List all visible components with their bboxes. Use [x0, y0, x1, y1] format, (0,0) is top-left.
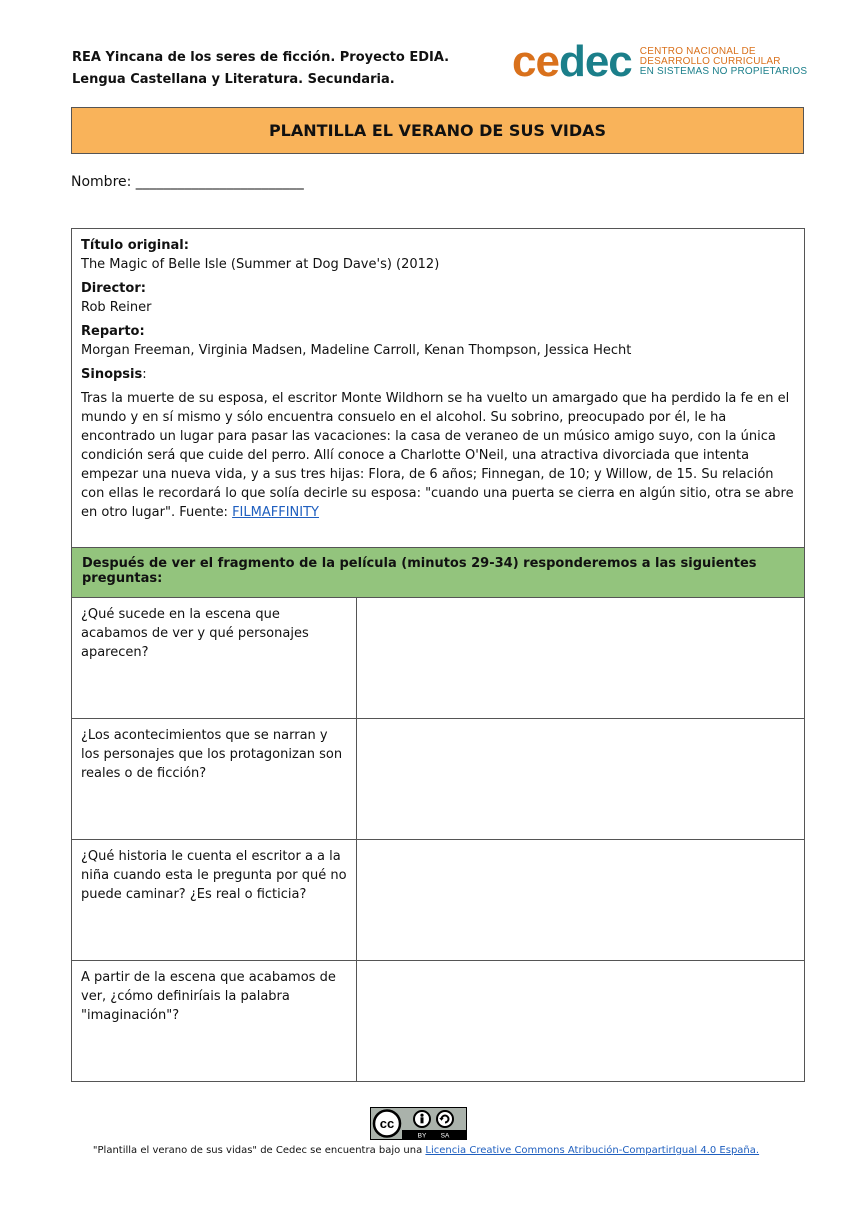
license-link[interactable]: Licencia Creative Commons Atribución-CompartirIgual 4.0 España.	[425, 1145, 760, 1156]
cedec-logo	[512, 37, 808, 86]
cedec-logo-subtitle: CENTRO NACIONAL DE DESARROLLO CURRICULAR EN SISTEMAS NO PROPIETARIOS	[639, 46, 808, 77]
header-line-2: Lengua Castellana y Literatura. Secundaria.	[72, 72, 395, 87]
name-field[interactable]: Nombre: ________________________	[71, 174, 304, 190]
reparto-label: Reparto:	[81, 324, 145, 339]
instructions-bar: Después de ver el fragmento de la película (minutos 29-34) responderemos a las siguientes preguntas:	[71, 547, 805, 598]
question-4: A partir de la escena que acabamos de ver, ¿cómo definiríais la palabra "imaginación"?	[72, 961, 357, 1082]
document-header	[72, 47, 449, 91]
worksheet-title: PLANTILLA EL VERANO DE SUS VIDAS	[71, 107, 804, 154]
svg-text:BY: BY	[417, 1132, 427, 1139]
answer-field-1[interactable]	[356, 598, 804, 719]
filmaffinity-link[interactable]: FILMAFFINITY	[232, 505, 319, 520]
answer-field-2[interactable]	[356, 719, 804, 840]
license-text: "Plantilla el verano de sus vidas" de Cedec se encuentra bajo una	[92, 1145, 426, 1156]
header-line-1: REA Yincana de los seres de ficción. Proyecto EDIA.	[72, 50, 450, 65]
question-2: ¿Los acontecimientos que se narran y los personajes que los protagonizan son reales o de ficción?	[72, 719, 357, 840]
questions-table	[71, 597, 805, 1082]
sinopsis-text: Tras la muerte de su esposa, el escritor Monte Wildhorn se ha vuelto un amargado que ha perdido la fe en el mundo y en sí mismo y sólo encuentra consuelo en el alcohol. Su sobrino, preocupado por él, le ha encontrado un lugar para pasar las vacaciones: la casa de veraneo de un músico amigo suyo, con la única condición será que cuide del perro. Allí conoce a Charlotte O'Neil, una atractiva divorciada que intenta empezar una nueva vida, y a sus tres hijas: Flora, de 6 años; Finnegan, de 10; y Willow, de 15. Su relación con ellas le recordará lo que solía decirle su esposa: "cuando una puerta se cierra en algún sitio, otra se abre en otro lugar". Fuente: FILMAFFINITY	[81, 391, 794, 520]
reparto-value: Morgan Freeman, Virginia Madsen, Madeline Carroll, Kenan Thompson, Jessica Hecht	[81, 343, 632, 358]
cc-by-sa-icon	[371, 1108, 466, 1139]
cedec-logo-word: cedec	[512, 37, 632, 86]
sinopsis-label: Sinopsis	[81, 367, 143, 382]
svg-text:cc: cc	[379, 1116, 395, 1131]
titulo-value: The Magic of Belle Isle (Summer at Dog Dave's) (2012)	[81, 257, 440, 272]
titulo-label: Título original:	[81, 238, 189, 253]
answer-field-3[interactable]	[356, 840, 804, 961]
sinopsis-label-line: Sinopsis:	[81, 367, 147, 382]
table-row	[72, 840, 805, 961]
answer-field-4[interactable]	[356, 961, 804, 1082]
film-info-box	[71, 228, 805, 548]
table-row	[72, 961, 805, 1082]
question-3: ¿Qué historia le cuenta el escritor a a la niña cuando esta le pregunta por qué no puede caminar? ¿Es real o ficticia?	[72, 840, 357, 961]
table-row	[72, 719, 805, 840]
svg-text:SA: SA	[440, 1132, 450, 1139]
license-footer	[0, 1145, 852, 1156]
table-row	[72, 598, 805, 719]
question-1: ¿Qué sucede en la escena que acabamos de ver y qué personajes aparecen?	[72, 598, 357, 719]
cc-by-sa-badge[interactable]	[370, 1107, 467, 1140]
director-value: Rob Reiner	[81, 300, 152, 315]
director-label: Director:	[81, 281, 146, 296]
